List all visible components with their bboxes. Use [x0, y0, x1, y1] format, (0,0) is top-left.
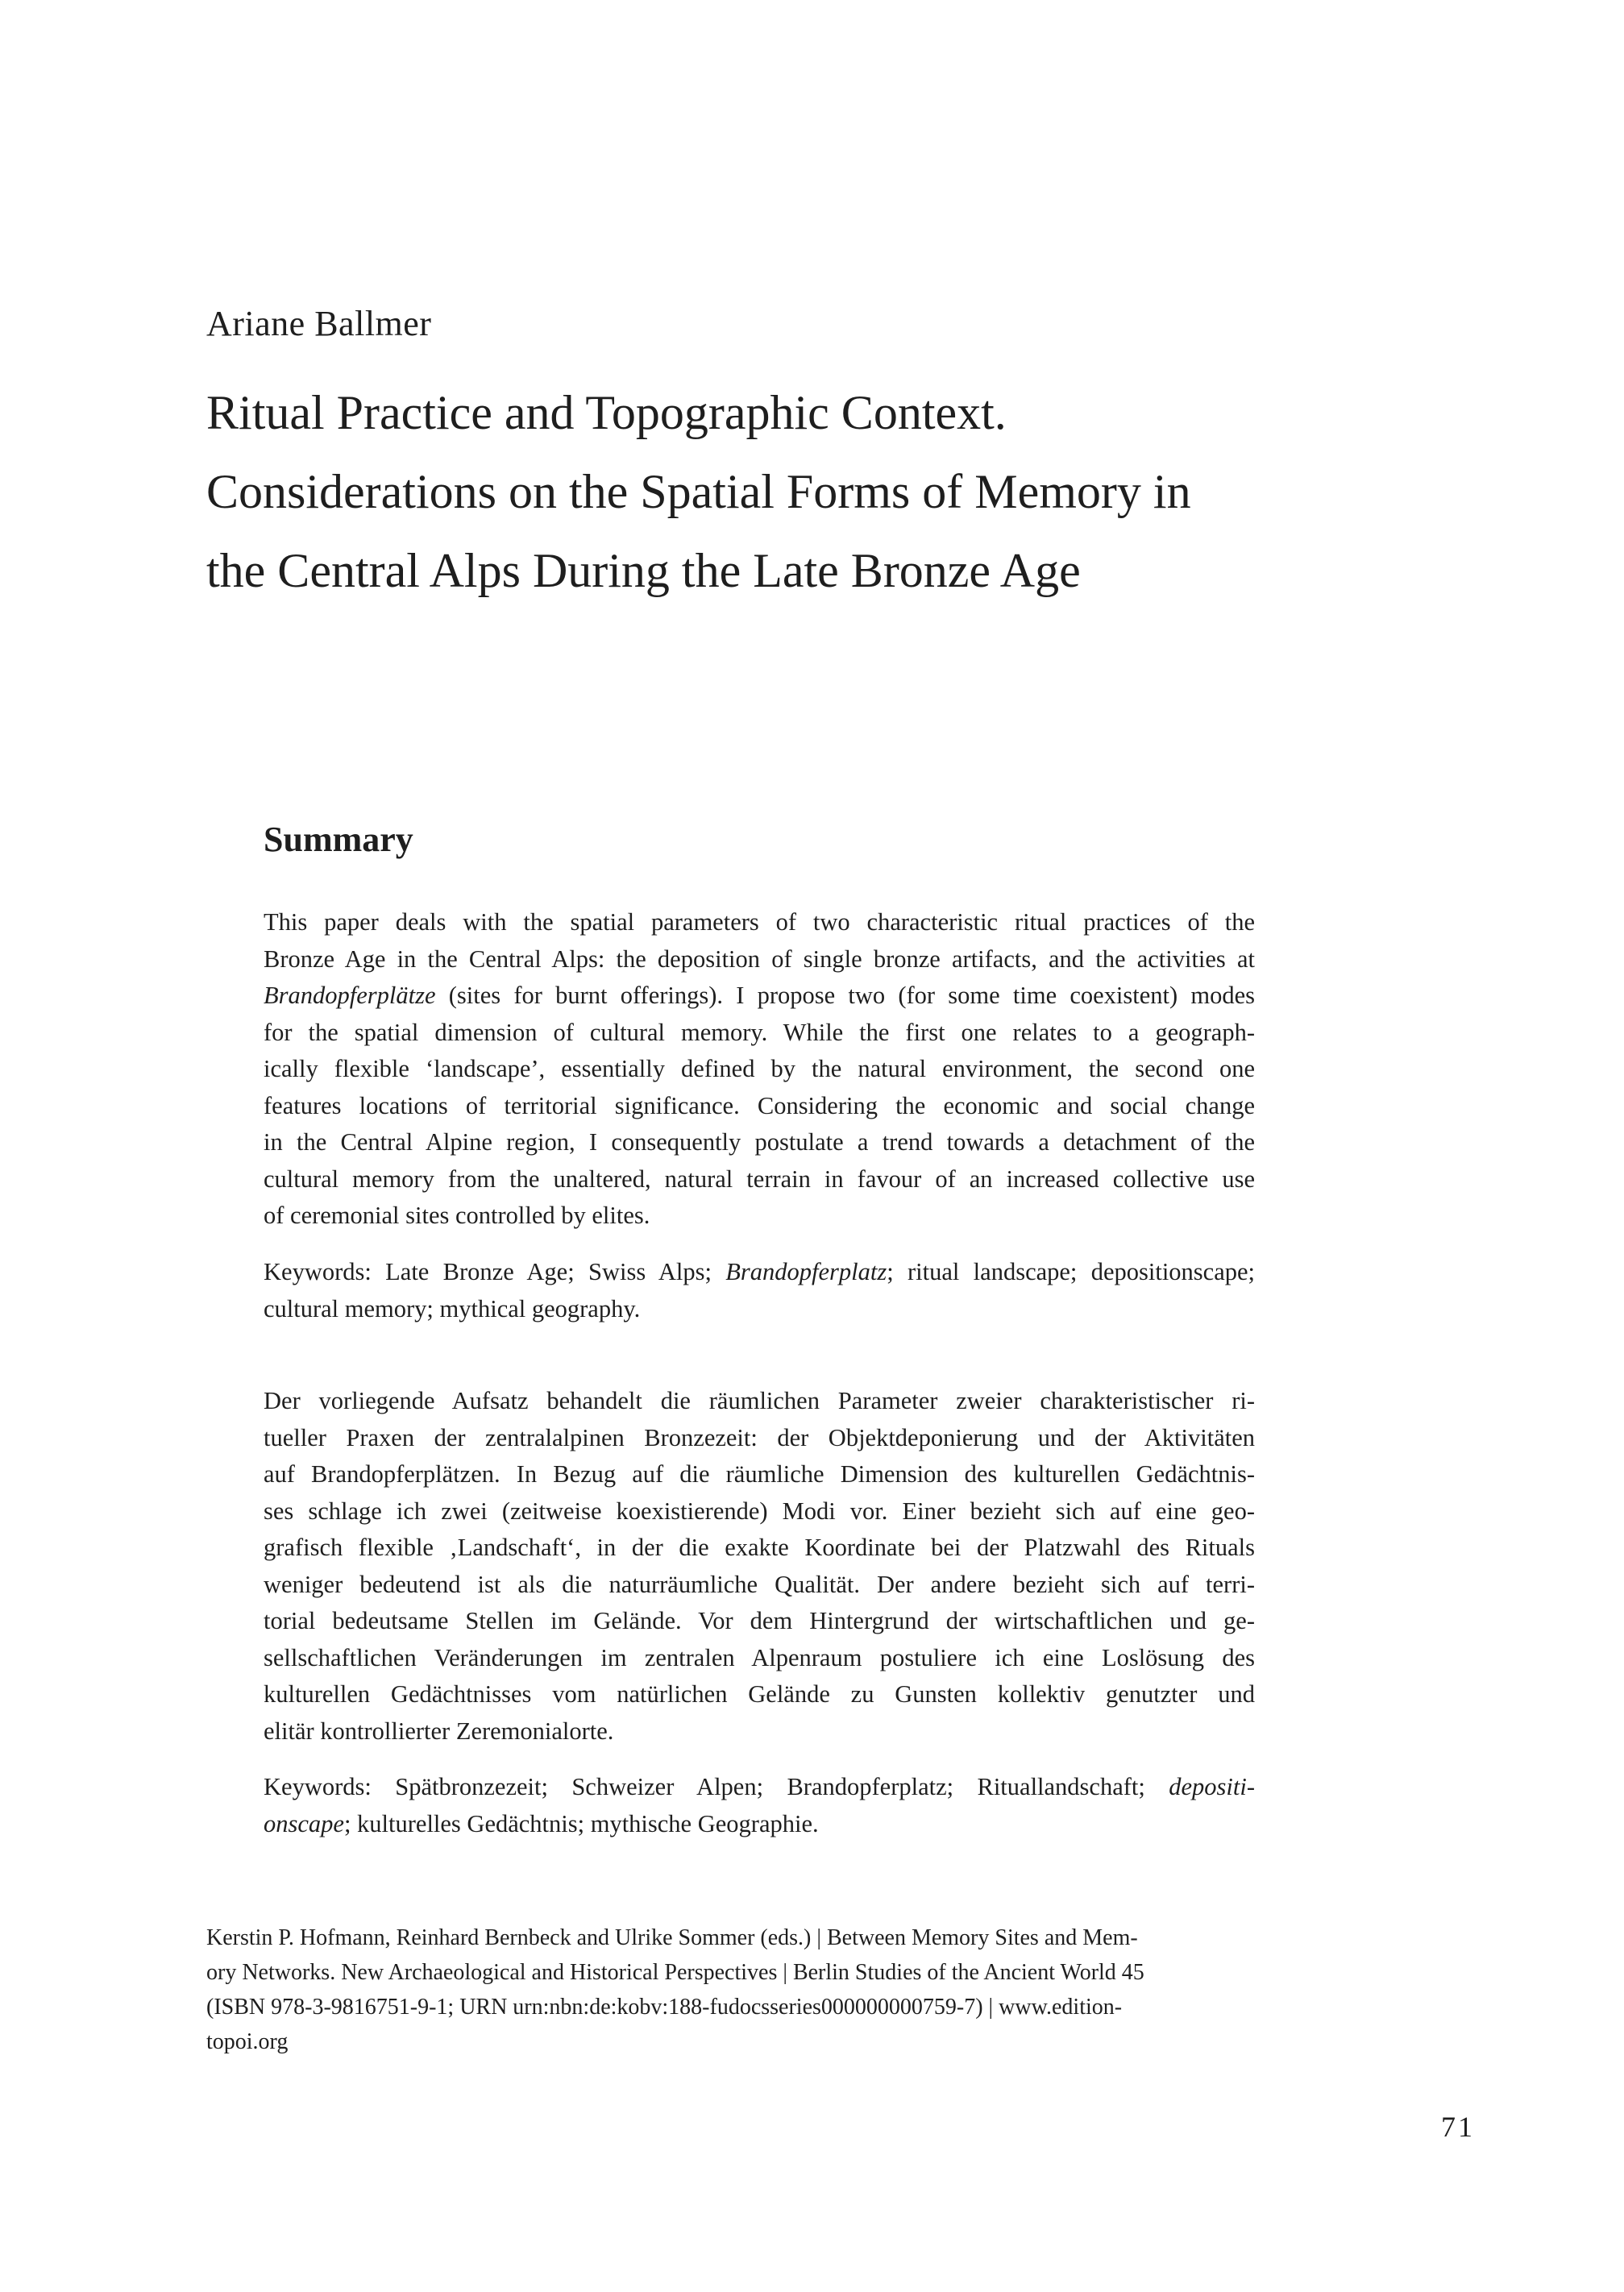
keywords-text: ; ritual landscape; depositionscape; [887, 1258, 1256, 1285]
abstract-german [264, 1383, 1255, 1750]
keyword-term: depositi- [1169, 1773, 1255, 1800]
abstract-line: Bronze Age in the Central Alps: the deposition of single bronze artifacts, and the activities at [264, 945, 1255, 973]
abstract-english [264, 904, 1255, 1235]
paper-title [206, 373, 1544, 610]
keywords-text: Keywords: Late Bronze Age; Swiss Alps; [264, 1258, 726, 1285]
title-line: the Central Alps During the Late Bronze Age [206, 544, 1081, 597]
abstract-line: of ceremonial sites controlled by elites. [264, 1202, 650, 1229]
abstract-line: ses schlage ich zwei (zeitweise koexistierende) Modi vor. Einer bezieht sich auf eine geo- [264, 1497, 1255, 1525]
keywords-text: Keywords: Spätbronzezeit; Schweizer Alpen; Brandopferplatz; Rituallandschaft; [264, 1773, 1169, 1800]
keywords-line [264, 1254, 1255, 1291]
keywords-line [264, 1806, 1255, 1843]
abstract-line: This paper deals with the spatial parameters of two characteristic ritual practices of the [264, 908, 1255, 936]
footnote-line: (ISBN 978-3-9816751-9-1; URN urn:nbn:de:kobv:188-fudocsseries000000000759-7) | www.edition- [206, 1995, 1123, 2020]
keywords-text: ; kulturelles Gedächtnis; mythische Geographie. [343, 1809, 819, 1837]
footnote-line: ory Networks. New Archaeological and Historical Perspectives | Berlin Studies of the Ancient World 45 [206, 1960, 1144, 1985]
abstract-line: in the Central Alpine region, I consequently postulate a trend towards a detachment of the [264, 1128, 1255, 1156]
abstract-line: Der vorliegende Aufsatz behandelt die räumlichen Parameter zweier charakteristischer ri- [264, 1387, 1255, 1414]
abstract-line: features locations of territorial significance. Considering the economic and social change [264, 1091, 1255, 1119]
footnote-line: topoi.org [206, 2029, 289, 2054]
abstract-line: auf Brandopferplätzen. In Bezug auf die räumliche Dimension des kulturellen Gedächtnis- [264, 1460, 1255, 1488]
abstract-line: cultural memory from the unaltered, natural terrain in favour of an increased collective use [264, 1165, 1255, 1193]
author-name: Ariane Ballmer [206, 304, 432, 343]
keyword-term: Brandopferplatz [725, 1258, 887, 1285]
abstract-line: torial bedeutsame Stellen im Gelände. Vor dem Hintergrund der wirtschaftlichen und ge- [264, 1607, 1255, 1634]
keywords-english [264, 1254, 1255, 1327]
abstract-line: ically flexible ‘landscape’, essentially defined by the natural environment, the second one [264, 1055, 1255, 1082]
abstract-line: sellschaftlichen Veränderungen im zentralen Alpenraum postuliere ich eine Loslösung des [264, 1643, 1255, 1671]
publication-footnote [206, 1920, 1254, 2059]
abstract-line [264, 978, 1255, 1015]
keywords-line [264, 1769, 1255, 1806]
abstract-term: Brandopferplätze [264, 982, 436, 1009]
abstract-line: kulturellen Gedächtnisses vom natürlichen Gelände zu Gunsten kollektiv genutzter und [264, 1680, 1255, 1708]
keywords-german [264, 1769, 1255, 1842]
title-line: Ritual Practice and Topographic Context. [206, 386, 1007, 439]
summary-heading: Summary [264, 820, 413, 859]
abstract-text: (sites for burnt offerings). I propose two (for some time coexistent) modes [435, 982, 1255, 1009]
title-line: Considerations on the Spatial Forms of Memory in [206, 465, 1191, 518]
abstract-line: grafisch flexible ‚Landschaft‘, in der die exakte Koordinate bei der Platzwahl des Rituals [264, 1534, 1255, 1561]
abstract-line: tueller Praxen der zentralalpinen Bronzezeit: der Objektdeponierung und der Aktivitäten [264, 1423, 1255, 1451]
keywords-line: cultural memory; mythical geography. [264, 1294, 641, 1322]
page-number: 71 [1441, 2111, 1475, 2143]
abstract-line: weniger bedeutend ist als die naturräumliche Qualität. Der andere bezieht sich auf terri- [264, 1570, 1255, 1598]
abstract-line: elitär kontrollierter Zeremonialorte. [264, 1717, 614, 1745]
keyword-term: onscape [264, 1809, 344, 1837]
footnote-line: Kerstin P. Hofmann, Reinhard Bernbeck and Ulrike Sommer (eds.) | Between Memory Sites and Mem- [206, 1925, 1138, 1950]
abstract-line: for the spatial dimension of cultural memory. While the first one relates to a geograph- [264, 1018, 1255, 1046]
